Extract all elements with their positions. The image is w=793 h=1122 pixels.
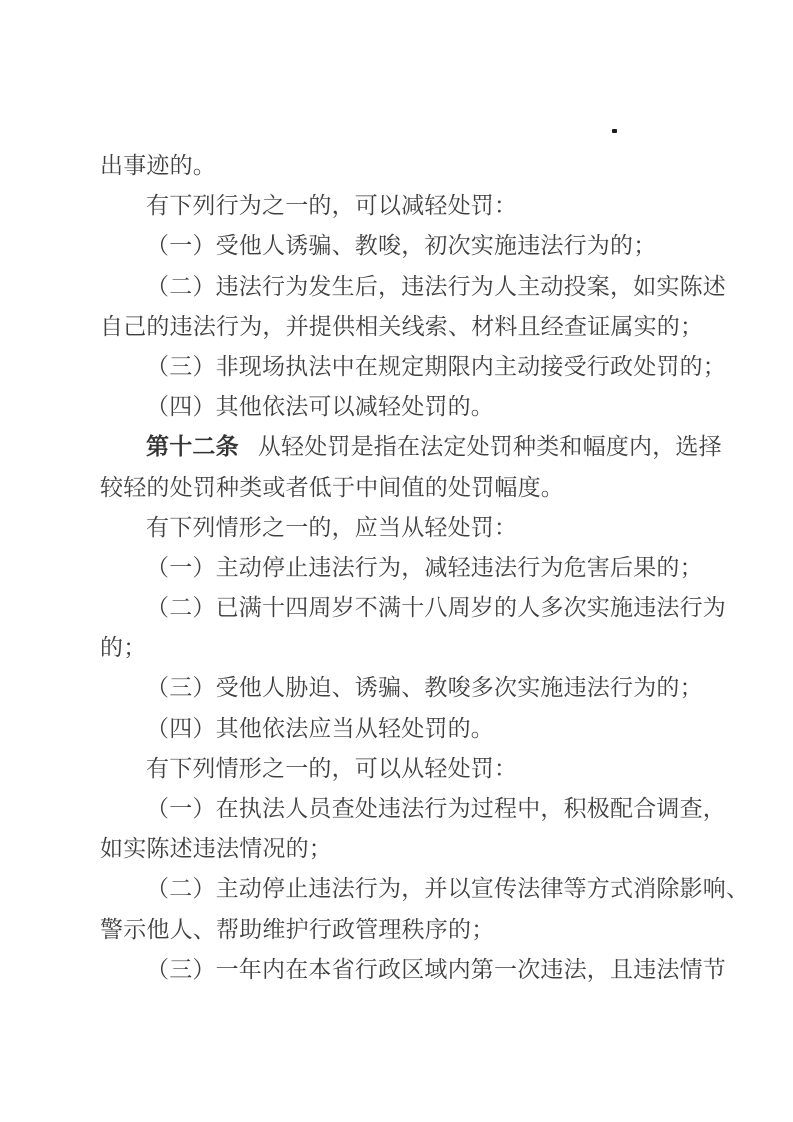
text-line: （三）非现场执法中在规定期限内主动接受行政处罚的； [146,353,726,379]
scan-speck-dot [612,129,617,133]
document-body [100,146,750,990]
text-line: 如实陈述违法情况的； [100,836,332,862]
text-line: （二）主动停止违法行为，并以宣传法律等方式消除影响、 [146,876,750,902]
text-line: （四）其他依法应当从轻处罚的。 [146,715,494,741]
text-line: （四）其他依法可以减轻处罚的。 [146,394,494,420]
text-line: 有下列情形之一的，应当从轻处罚： [146,514,518,540]
text-line: 较轻的处罚种类或者低于中间值的处罚幅度。 [100,474,564,500]
text-line: （二）已满十四周岁不满十八周岁的人多次实施违法行为 [146,595,726,621]
text-line: （一）受他人诱骗、教唆，初次实施违法行为的； [146,233,657,259]
text-line: （一）在执法人员查处违法行为过程中，积极配合调查， [146,796,726,821]
text-line: 有下列行为之一的，可以减轻处罚： [146,193,518,219]
text-line: （二）违法行为发生后，违法行为人主动投案，如实陈述 [146,273,726,299]
article-number: 第十二条 [146,434,239,460]
text-line: 警示他人、帮助维护行政管理秩序的； [100,916,495,942]
text-line: 的； [100,635,147,661]
text-line: 出事迹的。 [100,153,216,178]
text-line: 自己的违法行为，并提供相关线索、材料且经查证属实的； [100,313,704,339]
text-line: 有下列情形之一的，可以从轻处罚： [146,755,518,781]
text-line: （三）受他人胁迫、诱骗、教唆多次实施违法行为的； [146,675,703,701]
text-line: （三）一年内在本省行政区域内第一次违法，且违法情节 [146,956,726,982]
article-text: 从轻处罚是指在法定处罚种类和幅度内，选择 [257,434,722,460]
article-heading-line [100,427,725,467]
text-line: （一）主动停止违法行为，减轻违法行为危害后果的； [146,554,703,580]
